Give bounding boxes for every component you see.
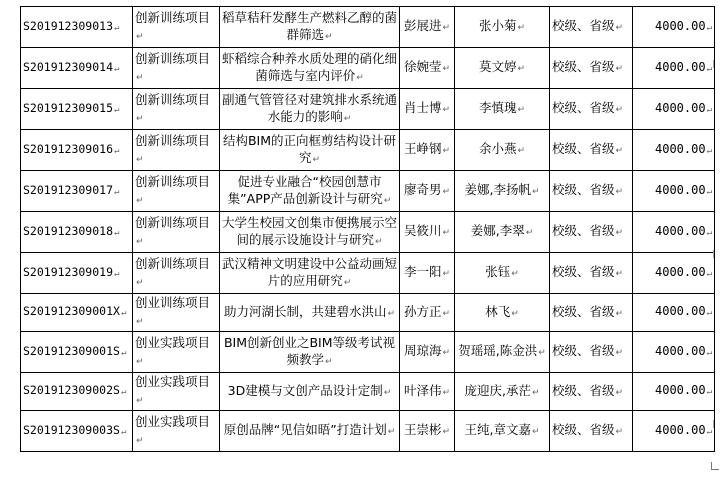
project-title-text: 助力河湖长制，共建碧水洪山 xyxy=(223,303,387,319)
project-title-text: 促进专业融合“校园创慧市集”APP产品创新设计与研究 xyxy=(227,173,383,206)
table-row xyxy=(21,7,715,48)
project-title-cell[interactable] xyxy=(220,171,400,212)
project-leader-cell[interactable] xyxy=(400,89,455,130)
project-level-cell[interactable] xyxy=(550,373,633,411)
project-leader-text: 孙方正 xyxy=(403,303,442,319)
project-table xyxy=(20,6,715,452)
project-type-cell[interactable] xyxy=(133,373,220,411)
project-funding-cell[interactable] xyxy=(633,7,715,48)
project-type-text: 创新训练项目 xyxy=(135,214,211,230)
project-type-text: 创新训练项目 xyxy=(135,91,211,107)
project-title-text: 武汉精神文明建设中公益动画短片的应用研究 xyxy=(222,255,398,288)
project-members-cell[interactable] xyxy=(455,171,550,212)
paragraph-mark-icon: ↵ xyxy=(517,146,526,156)
project-level-text: 校级、省级 xyxy=(552,223,615,238)
paragraph-mark-icon: ↵ xyxy=(120,387,127,397)
project-id-cell[interactable] xyxy=(21,411,133,452)
paragraph-mark-icon: ↵ xyxy=(615,348,624,358)
paragraph-mark-icon: ↵ xyxy=(525,228,534,238)
paragraph-mark-icon: ↵ xyxy=(442,308,451,319)
project-members-text: 张钰 xyxy=(485,264,511,279)
paragraph-mark-icon: ↵ xyxy=(615,228,624,238)
project-id-text: S201912309003S xyxy=(23,422,120,437)
project-members-text: 姜娜,李翠 xyxy=(470,223,525,238)
project-id-text: S201912309002S xyxy=(23,383,120,397)
project-leader-text: 王崇彬 xyxy=(403,422,442,437)
paragraph-mark-icon: ↵ xyxy=(706,104,712,115)
page-margin-tick xyxy=(713,60,714,68)
project-leader-text: 廖奇男 xyxy=(403,182,442,197)
project-funding-text: 4000.00 xyxy=(655,182,706,197)
project-funding-text: 4000.00 xyxy=(655,141,706,156)
table-row xyxy=(21,89,715,130)
project-level-cell[interactable] xyxy=(550,171,633,212)
paragraph-mark-icon: ↵ xyxy=(706,268,712,279)
project-type-cell[interactable] xyxy=(133,253,220,294)
project-funding-text: 4000.00 xyxy=(655,343,706,358)
project-funding-text: 4000.00 xyxy=(655,422,706,437)
project-title-text: 结构BIM的正向框剪结构设计研究 xyxy=(222,132,397,165)
project-members-cell[interactable] xyxy=(455,212,550,253)
project-level-text: 校级、省级 xyxy=(552,264,615,279)
paragraph-mark-icon: ↵ xyxy=(324,356,333,367)
project-id-cell[interactable] xyxy=(21,7,133,48)
paragraph-mark-icon: ↵ xyxy=(531,427,540,437)
project-funding-cell[interactable] xyxy=(633,48,715,89)
project-funding-text: 4000.00 xyxy=(655,383,706,397)
paragraph-mark-icon: ↵ xyxy=(114,104,120,115)
project-level-text: 校级、省级 xyxy=(552,59,615,74)
project-funding-cell[interactable] xyxy=(633,89,715,130)
paragraph-mark-icon: ↵ xyxy=(615,387,624,398)
project-type-text: 创新训练项目 xyxy=(135,50,211,66)
paragraph-mark-icon: ↵ xyxy=(356,72,364,83)
project-type-text: 创业实践项目 xyxy=(135,374,211,389)
project-title-cell[interactable] xyxy=(220,411,400,452)
paragraph-mark-icon: ↵ xyxy=(442,64,451,74)
project-id-text: S201912309017 xyxy=(23,182,114,197)
project-id-cell[interactable] xyxy=(21,130,133,171)
project-title-text: 原创品牌“见信如晤”打造计划 xyxy=(223,422,387,437)
paragraph-mark-icon: ↵ xyxy=(442,269,451,279)
paragraph-mark-icon: ↵ xyxy=(538,348,546,358)
project-title-cell[interactable] xyxy=(220,130,400,171)
project-id-cell[interactable] xyxy=(21,212,133,253)
project-table-body xyxy=(21,7,715,452)
paragraph-mark-icon: ↵ xyxy=(615,64,624,74)
project-funding-cell[interactable] xyxy=(633,212,715,253)
paragraph-mark-icon: ↵ xyxy=(615,105,624,115)
paragraph-mark-icon: ↵ xyxy=(517,64,526,74)
project-id-cell[interactable] xyxy=(21,332,133,373)
project-members-cell[interactable] xyxy=(455,411,550,452)
project-members-text: 姜娜,李扬帆 xyxy=(464,182,531,197)
project-id-text: S201912309015 xyxy=(23,100,114,115)
project-leader-cell[interactable] xyxy=(400,373,455,411)
project-members-cell[interactable] xyxy=(455,373,550,411)
project-level-text: 校级、省级 xyxy=(552,182,615,197)
table-row xyxy=(21,48,715,89)
paragraph-mark-icon: ↵ xyxy=(136,236,144,247)
project-type-text: 创新训练项目 xyxy=(135,9,211,25)
project-title-cell[interactable] xyxy=(220,212,400,253)
paragraph-mark-icon: ↵ xyxy=(511,308,519,319)
project-id-text: S201912309014 xyxy=(23,59,114,74)
project-leader-cell[interactable] xyxy=(400,171,455,212)
project-leader-cell[interactable] xyxy=(400,7,455,48)
paragraph-mark-icon: ↵ xyxy=(706,308,712,318)
project-id-text: S201912309001X xyxy=(23,304,120,318)
project-level-cell[interactable] xyxy=(550,89,633,130)
project-leader-text: 王峥钢 xyxy=(403,141,442,156)
project-title-text: 虾稻综合种养水质处理的硝化细菌筛选与室内评价 xyxy=(222,50,398,83)
project-members-text: 余小燕 xyxy=(478,141,517,156)
project-type-text: 创新训练项目 xyxy=(135,173,211,189)
project-level-cell[interactable] xyxy=(550,130,633,171)
project-members-text: 李慎瑰 xyxy=(478,100,517,115)
paragraph-mark-icon: ↵ xyxy=(120,308,127,318)
project-type-text: 创业实践项目 xyxy=(135,413,211,429)
paragraph-mark-icon: ↵ xyxy=(442,187,451,197)
paragraph-mark-icon: ↵ xyxy=(136,396,144,406)
project-title-text: 3D建模与文创产品设计定制 xyxy=(227,382,383,398)
paragraph-mark-icon: ↵ xyxy=(114,268,120,279)
project-funding-cell[interactable] xyxy=(633,130,715,171)
paragraph-mark-icon: ↵ xyxy=(706,186,712,197)
paragraph-mark-icon: ↵ xyxy=(615,427,624,437)
paragraph-mark-icon: ↵ xyxy=(706,347,712,358)
project-level-cell[interactable] xyxy=(550,332,633,373)
project-funding-text: 4000.00 xyxy=(655,100,706,115)
project-level-text: 校级、省级 xyxy=(552,422,615,437)
paragraph-mark-icon: ↵ xyxy=(387,308,396,319)
project-type-cell[interactable] xyxy=(133,89,220,130)
paragraph-mark-icon: ↵ xyxy=(120,426,127,437)
paragraph-mark-icon: ↵ xyxy=(517,23,526,33)
project-id-cell[interactable] xyxy=(21,89,133,130)
project-id-cell[interactable] xyxy=(21,48,133,89)
page-margin-tick xyxy=(713,250,714,258)
project-funding-cell[interactable] xyxy=(633,171,715,212)
paragraph-mark-icon: ↵ xyxy=(615,23,624,33)
table-row xyxy=(21,294,715,332)
project-title-cell[interactable] xyxy=(220,89,400,130)
paragraph-mark-icon: ↵ xyxy=(442,387,451,398)
project-members-cell[interactable] xyxy=(455,332,550,373)
project-funding-text: 4000.00 xyxy=(655,264,706,279)
project-funding-text: 4000.00 xyxy=(655,59,706,74)
project-id-cell[interactable] xyxy=(21,253,133,294)
project-level-cell[interactable] xyxy=(550,48,633,89)
project-id-cell[interactable] xyxy=(21,171,133,212)
project-level-text: 校级、省级 xyxy=(552,18,615,33)
project-type-cell[interactable] xyxy=(133,7,220,48)
project-title-text: 稻草秸秆发酵生产燃料乙醇的菌群筛选 xyxy=(222,9,398,42)
table-row xyxy=(21,373,715,411)
paragraph-mark-icon: ↵ xyxy=(442,427,451,437)
project-leader-text: 徐婉莹 xyxy=(403,59,442,74)
paragraph-mark-icon: ↵ xyxy=(383,195,392,206)
project-members-cell[interactable] xyxy=(455,294,550,332)
paragraph-mark-icon: ↵ xyxy=(136,435,144,446)
project-level-text: 校级、省级 xyxy=(552,141,615,156)
table-row xyxy=(21,212,715,253)
paragraph-mark-icon: ↵ xyxy=(706,227,712,238)
project-id-text: S201912309001S xyxy=(23,343,120,358)
paragraph-mark-icon: ↵ xyxy=(615,308,624,319)
project-leader-text: 肖士博 xyxy=(403,100,442,115)
project-funding-cell[interactable] xyxy=(633,411,715,452)
project-title-cell[interactable] xyxy=(220,7,400,48)
project-level-cell[interactable] xyxy=(550,7,633,48)
paragraph-mark-icon: ↵ xyxy=(136,31,144,42)
project-title-cell[interactable] xyxy=(220,294,400,332)
paragraph-mark-icon: ↵ xyxy=(136,356,144,367)
project-title-text: 大学生校园文创集市便携展示空间的展示设施设计与研究 xyxy=(222,214,398,247)
project-leader-text: 叶泽伟 xyxy=(403,382,442,398)
project-leader-text: 李一阳 xyxy=(403,264,442,279)
project-members-text: 贺瑶瑶,陈金洪 xyxy=(458,343,538,358)
project-leader-cell[interactable] xyxy=(400,48,455,89)
project-id-text: S201912309019 xyxy=(23,264,114,279)
paragraph-mark-icon: ↵ xyxy=(136,113,144,124)
project-members-cell[interactable] xyxy=(455,48,550,89)
project-type-cell[interactable] xyxy=(133,130,220,171)
paragraph-mark-icon: ↵ xyxy=(312,154,321,165)
paragraph-mark-icon: ↵ xyxy=(442,146,451,156)
paragraph-mark-icon: ↵ xyxy=(136,277,144,288)
project-title-text: 副通气管管径对建筑排水系统通水能力的影响 xyxy=(222,91,398,124)
paragraph-mark-icon: ↵ xyxy=(706,426,712,437)
project-members-text: 莫文婷 xyxy=(478,59,517,74)
project-funding-text: 4000.00 xyxy=(655,223,706,238)
project-type-cell[interactable] xyxy=(133,411,220,452)
project-members-text: 张小菊 xyxy=(478,18,517,33)
project-type-cell[interactable] xyxy=(133,294,220,332)
paragraph-mark-icon: ↵ xyxy=(442,228,451,238)
project-type-cell[interactable] xyxy=(133,48,220,89)
project-funding-text: 4000.00 xyxy=(655,304,706,318)
project-leader-text: 彭展进 xyxy=(403,18,442,33)
paragraph-mark-icon: ↵ xyxy=(442,105,451,115)
project-leader-text: 周琼海 xyxy=(403,343,442,358)
project-id-text: S201912309013 xyxy=(23,18,114,33)
project-title-cell[interactable] xyxy=(220,332,400,373)
project-type-text: 创业实践项目 xyxy=(135,334,211,350)
project-members-text: 王纯,章文嘉 xyxy=(464,422,531,437)
project-level-cell[interactable] xyxy=(550,212,633,253)
project-funding-cell[interactable] xyxy=(633,253,715,294)
table-row xyxy=(21,411,715,452)
paragraph-mark-icon: ↵ xyxy=(442,348,451,358)
project-funding-text: 4000.00 xyxy=(655,18,706,33)
project-title-cell[interactable] xyxy=(220,253,400,294)
project-leader-cell[interactable] xyxy=(400,332,455,373)
paragraph-mark-icon: ↵ xyxy=(324,31,333,42)
paragraph-mark-icon: ↵ xyxy=(114,63,120,74)
project-leader-cell[interactable] xyxy=(400,253,455,294)
table-row xyxy=(21,171,715,212)
paragraph-mark-icon: ↵ xyxy=(136,317,144,327)
project-leader-cell[interactable] xyxy=(400,130,455,171)
project-type-text: 创新训练项目 xyxy=(135,255,211,271)
paragraph-mark-icon: ↵ xyxy=(615,269,624,279)
project-type-cell[interactable] xyxy=(133,332,220,373)
paragraph-mark-icon: ↵ xyxy=(136,154,144,165)
paragraph-mark-icon: ↵ xyxy=(531,387,540,398)
project-leader-cell[interactable] xyxy=(400,294,455,332)
project-level-cell[interactable] xyxy=(550,411,633,452)
project-level-cell[interactable] xyxy=(550,294,633,332)
project-level-text: 校级、省级 xyxy=(552,382,615,398)
project-members-cell[interactable] xyxy=(455,130,550,171)
paragraph-mark-icon: ↵ xyxy=(615,187,624,197)
paragraph-mark-icon: ↵ xyxy=(343,277,352,288)
project-leader-cell[interactable] xyxy=(400,411,455,452)
paragraph-mark-icon: ↵ xyxy=(511,269,519,279)
paragraph-mark-icon: ↵ xyxy=(136,195,144,206)
paragraph-mark-icon: ↵ xyxy=(706,63,712,74)
project-id-text: S201912309018 xyxy=(23,223,114,238)
table-row xyxy=(21,332,715,373)
paragraph-mark-icon: ↵ xyxy=(706,145,712,156)
paragraph-mark-icon: ↵ xyxy=(531,187,540,197)
project-level-cell[interactable] xyxy=(550,253,633,294)
project-leader-cell[interactable] xyxy=(400,212,455,253)
table-row xyxy=(21,130,715,171)
paragraph-mark-icon: ↵ xyxy=(383,387,392,398)
project-funding-cell[interactable] xyxy=(633,294,715,332)
paragraph-mark-icon: ↵ xyxy=(343,113,352,124)
project-members-text: 庞迎庆,承茫 xyxy=(464,382,531,398)
paragraph-mark-icon: ↵ xyxy=(387,427,396,437)
project-members-cell[interactable] xyxy=(455,253,550,294)
paragraph-mark-icon: ↵ xyxy=(706,22,712,33)
project-members-cell[interactable] xyxy=(455,7,550,48)
project-type-cell[interactable] xyxy=(133,171,220,212)
project-type-cell[interactable] xyxy=(133,212,220,253)
paragraph-mark-icon: ↵ xyxy=(120,347,127,358)
paragraph-mark-icon: ↵ xyxy=(442,23,451,33)
paragraph-mark-icon: ↵ xyxy=(517,105,526,115)
paragraph-mark-icon: ↵ xyxy=(615,146,624,156)
project-id-cell[interactable] xyxy=(21,294,133,332)
project-level-text: 校级、省级 xyxy=(552,303,615,319)
project-members-cell[interactable] xyxy=(455,89,550,130)
paragraph-mark-icon: ↵ xyxy=(114,22,120,33)
project-title-cell[interactable] xyxy=(220,373,400,411)
project-leader-text: 吴筱川 xyxy=(403,223,442,238)
project-title-cell[interactable] xyxy=(220,48,400,89)
page-corner-mark xyxy=(711,462,719,470)
project-title-text: BIM创新创业之BIM等级考试视频教学 xyxy=(223,334,396,367)
paragraph-mark-icon: ↵ xyxy=(114,145,120,156)
paragraph-mark-icon: ↵ xyxy=(136,72,144,83)
paragraph-mark-icon: ↵ xyxy=(374,236,383,247)
project-funding-cell[interactable] xyxy=(633,373,715,411)
project-level-text: 校级、省级 xyxy=(552,100,615,115)
project-id-cell[interactable] xyxy=(21,373,133,411)
paragraph-mark-icon: ↵ xyxy=(114,186,120,197)
project-type-text: 创新训练项目 xyxy=(135,132,211,148)
page-margin-tick xyxy=(713,420,714,428)
project-type-text: 创业训练项目 xyxy=(135,295,211,310)
project-level-text: 校级、省级 xyxy=(552,343,615,358)
project-members-text: 林飞 xyxy=(485,303,511,319)
table-row xyxy=(21,253,715,294)
project-id-text: S201912309016 xyxy=(23,141,114,156)
project-funding-cell[interactable] xyxy=(633,332,715,373)
paragraph-mark-icon: ↵ xyxy=(114,227,120,238)
paragraph-mark-icon: ↵ xyxy=(706,387,712,397)
